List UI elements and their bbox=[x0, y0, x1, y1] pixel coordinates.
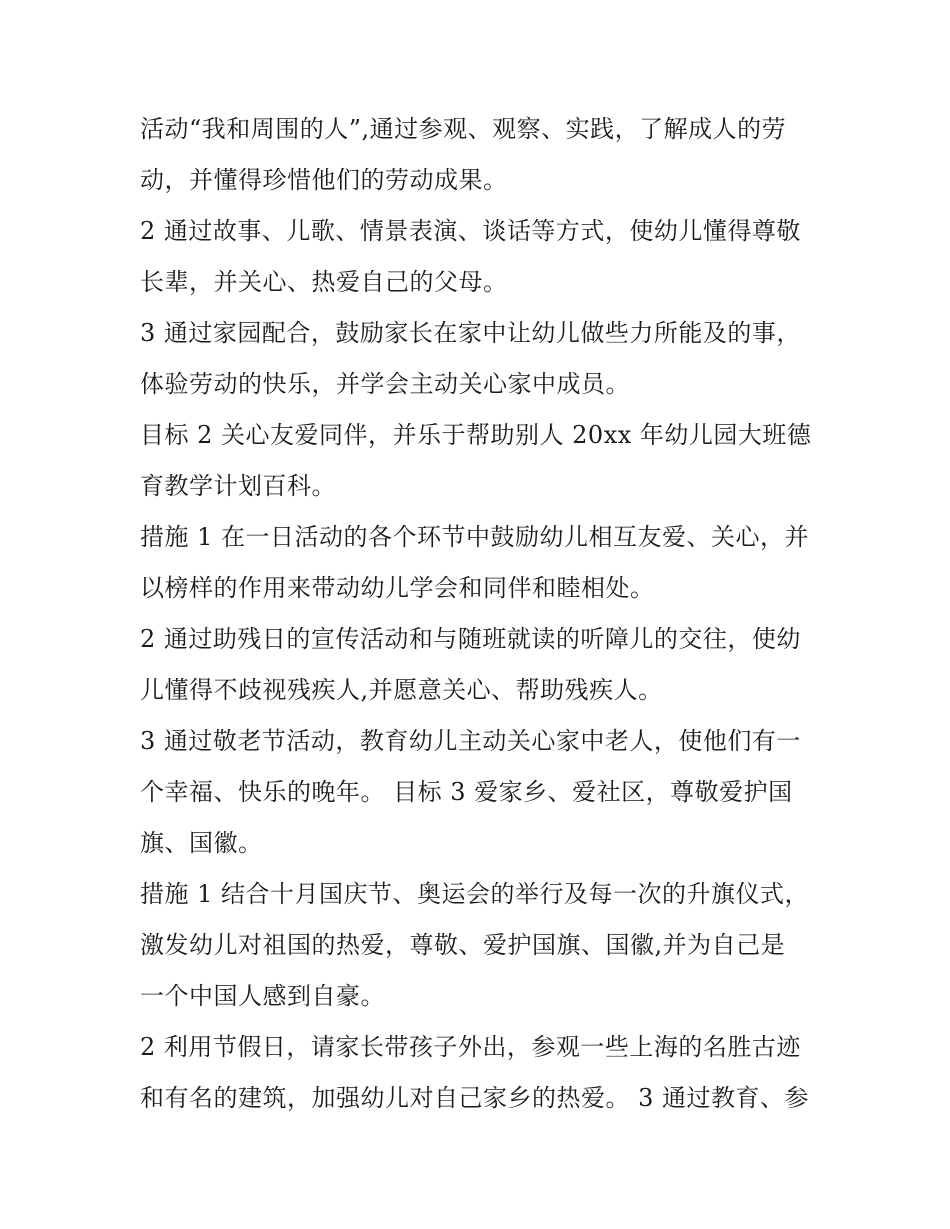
text-line: 目标 2 关心友爱同伴，并乐于帮助别人 20xx 年幼儿园大班德 bbox=[140, 421, 812, 449]
text-line: 活动“我和周围的人”,通过参观、观察、实践，了解成人的劳 bbox=[140, 115, 787, 143]
text-line: 措施 1 在一日活动的各个环节中鼓励幼儿相互友爱、关心，并 bbox=[140, 523, 810, 551]
text-line: 以榜样的作用来带动幼儿学会和同伴和睦相处。 bbox=[140, 574, 655, 602]
text-line: 2 利用节假日，请家长带孩子外出，参观一些上海的名胜古迹 bbox=[140, 1033, 801, 1061]
text-line: 长辈，并关心、热爱自己的父母。 bbox=[140, 268, 508, 296]
text-line: 动，并懂得珍惜他们的劳动成果。 bbox=[140, 166, 508, 194]
text-line: 一个中国人感到自豪。 bbox=[140, 982, 385, 1010]
text-line: 和有名的建筑，加强幼儿对自己家乡的热爱。 3 通过教育、参 bbox=[140, 1084, 810, 1112]
text-line: 儿懂得不歧视残疾人,并愿意关心、帮助残疾人。 bbox=[140, 676, 663, 704]
document-body bbox=[140, 104, 820, 1124]
text-line: 体验劳动的快乐，并学会主动关心家中成员。 bbox=[140, 370, 630, 398]
text-line: 3 通过敬老节活动，教育幼儿主动关心家中老人，使他们有一 bbox=[140, 727, 801, 755]
text-line: 2 通过助残日的宣传活动和与随班就读的听障儿的交往，使幼 bbox=[140, 625, 801, 653]
text-line: 2 通过故事、儿歌、情景表演、谈话等方式，使幼儿懂得尊敬 bbox=[140, 217, 801, 245]
text-line: 个幸福、快乐的晚年。 目标 3 爱家乡、爱社区，尊敬爱护国 bbox=[140, 778, 793, 806]
text-line: 激发幼儿对祖国的热爱，尊敬、爱护国旗、国徽,并为自己是 bbox=[140, 931, 786, 959]
text-line: 3 通过家园配合，鼓励家长在家中让幼儿做些力所能及的事， bbox=[140, 319, 801, 347]
text-line: 措施 1 结合十月国庆节、奥运会的举行及每一次的升旗仪式， bbox=[140, 880, 810, 908]
text-line: 旗、国徽。 bbox=[140, 829, 263, 857]
text-line: 育教学计划百科。 bbox=[140, 472, 336, 500]
